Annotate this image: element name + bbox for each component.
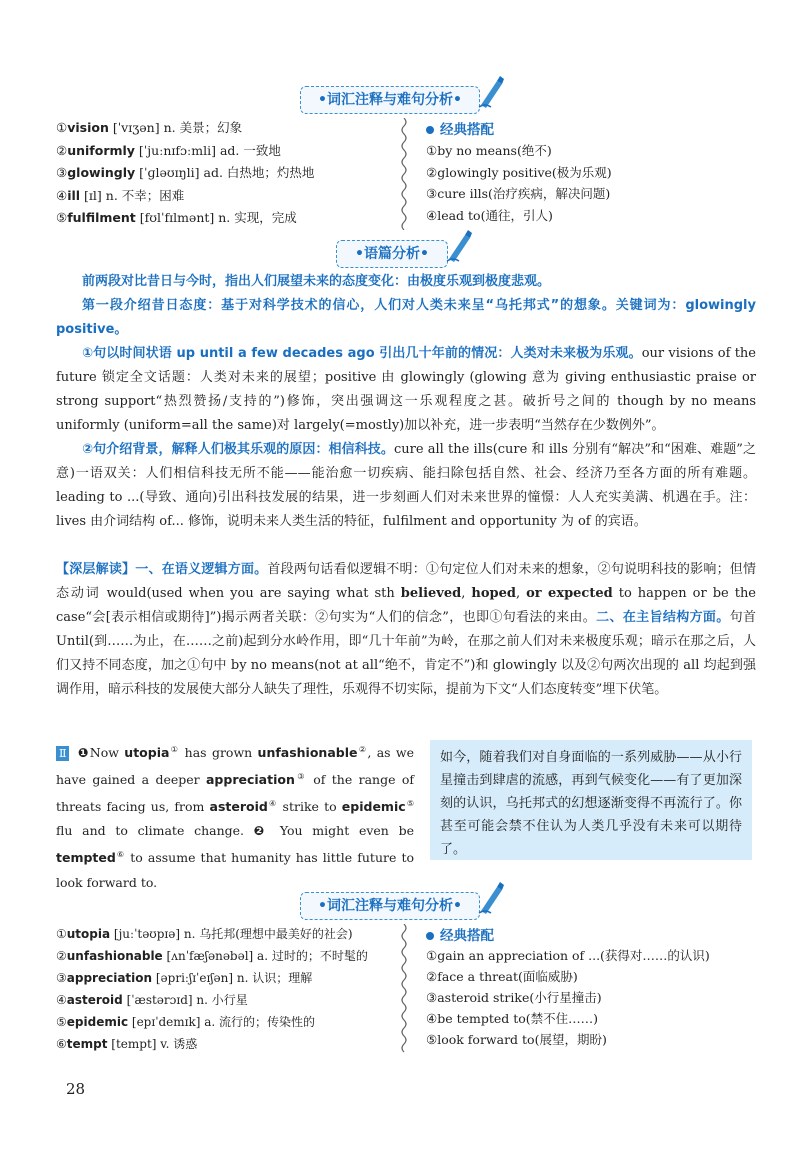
analysis-heading-2-block <box>56 294 756 342</box>
vocab-item: ①utopia [juːˈtəʊpɪə] n. 乌托邦(理想中最美好的社会) <box>56 927 353 941</box>
page-number: 28 <box>66 1080 86 1098</box>
vocab-item: ⑤epidemic [epɪˈdemɪk] a. 流行的；传染性的 <box>56 1015 316 1029</box>
pen-icon <box>477 881 505 915</box>
translation-box: 如今，随着我们对自身面临的一系列威胁——从小行星撞击到肆虐的流感，再到气候变化——有了更加深刻的认识，乌托邦式的幻想逐渐变得不再流行了。你甚至可能会禁不住认为人类几乎没有未来可以期待了。 <box>430 740 752 860</box>
collocation-item: ⑤look forward to(展望，期盼) <box>426 1032 607 1047</box>
analysis-heading <box>56 270 756 294</box>
collocation-item: ②face a threat(面临威胁) <box>426 969 578 984</box>
collocation-item: ①by no means(绝不) <box>426 143 552 158</box>
collocation-item: ③cure ills(治疗疾病，解决问题) <box>426 186 611 201</box>
collocations-bottom: 经典搭配 ①gain an appreciation of ...(获得对……的认识) ②face a threat(面临威胁) ③asteroid strike(小行星撞击) ④be tempted to(禁不住……) ⑤look forward to(展望，期盼) <box>426 924 756 1050</box>
vocab-banner-top: •词汇注释与难句分析• <box>300 86 480 114</box>
vocab-item: ②uniformly [ˈjuːnɪfɔːmli] ad. 一致地 <box>56 142 281 158</box>
vocab-item: ⑥tempt [tempt] v. 诱惑 <box>56 1037 198 1051</box>
vocab-list-bottom <box>56 923 396 1055</box>
spiral-divider <box>400 118 408 230</box>
collocation-item: ④lead to(通往，引人) <box>426 207 553 223</box>
bullet-icon <box>426 932 434 940</box>
vocab-list-top <box>56 117 386 230</box>
analysis-banner: •语篇分析• <box>336 240 448 268</box>
vocab-item: ②unfashionable [ʌnˈfæʃənəbəl] a. 过时的；不时髦的 <box>56 949 368 963</box>
paragraph-marker: Ⅱ <box>56 746 69 761</box>
pen-icon <box>477 75 505 109</box>
collocation-item: ②glowingly positive(极为乐观) <box>426 164 612 180</box>
analysis-paragraph-3: 【深层解读】一、在语义逻辑方面。首段两句话看似逻辑不明：①句定位人们对未来的想象，②句说明科技的影响；但情态动词 would(used when you are saying what sth believed, hoped, or expected to happen or be the case“会[表示相信或期待]”)揭示两者关联：②句实为“人们的信念”，也即①句看法的来由。二、在主旨结构方面。句首 Until(到……为止，在……之前)起到分水岭作用，即“几十年前”为岭，在那之前人们对未来极度乐观；暗示在那之后，人们又持不同态度，加之①句中 by no means(not at all“绝不，肯定不”)和 glowingly 以及②句两次出现的 all 均起到强调作用，暗示科技的发展使大部分人缺失了理性，乐观得不切实际，提前为下文“人们态度转变”埋下伏笔。 <box>56 562 757 697</box>
bullet-icon <box>426 126 434 134</box>
collocation-item: ③asteroid strike(小行星撞击) <box>426 990 602 1005</box>
spiral-divider <box>400 924 408 1054</box>
vocab-item: ①vision [ˈvɪʒən] n. 美景；幻象 <box>56 120 243 135</box>
vocab-item: ④asteroid [ˈæstərɔɪd] n. 小行星 <box>56 993 248 1007</box>
pen-icon <box>445 229 473 263</box>
analysis-heading-1: 前两段对比昔日与今时，指出人们展望未来的态度变化：由极度乐观到极度悲观。 <box>82 274 551 289</box>
analysis-paragraph-1: ①句以时间状语 up until a few decades ago 引出几十年前的情况：人类对未来极为乐观。our visions of the future 锁定全文话题：人类对未来的展望；positive 由 glowingly (glowing 意为 giving enthusiastic praise or strong support“热烈赞扬/支持的”)修饰，突出强调这一乐观程度之甚。破折号之间的 though by no means uniformly (uniform=all the same)对 largely(=mostly)加以补充，进一步表明“当然存在少数例外”。 <box>56 346 756 433</box>
collocation-item: ④be tempted to(禁不住……) <box>426 1011 599 1026</box>
analysis-heading-2: 第一段介绍昔日态度：基于对科学技术的信心，人们对人类未来呈“乌托邦式”的想象。关键词为：glowingly positive。 <box>56 298 756 337</box>
passage-paragraph: Ⅱ ❶Now utopia① has grown unfashionable②, as we have gained a deeper appreciation③ of the range of threats facing us, from asteroid④ strike to epidemic⑤ flu and to climate change. ❷ You might even be tempted⑥ to assume that humanity has little future to look forward to. <box>56 745 415 890</box>
collocation-item: ①gain an appreciation of ...(获得对……的认识) <box>426 948 710 963</box>
vocab-item: ③appreciation [əpriːʃɪˈeɪʃən] n. 认识；理解 <box>56 971 313 985</box>
analysis-paragraph-2: ②句介绍背景，解释人们极其乐观的原因：相信科技。cure all the ills(cure 和 ills 分别有“解决”和“困难、难题”之意)一语双关：人们相信科技无所不能——能治愈一切疾病、能扫除包括自然、社会、经济乃至各方面的所有难题。leading to ...(导致、通向)引出科技发展的结果，进一步刻画人们对未来世界的憧憬：人人充实美满、机遇在手。注：lives 由介词结构 of... 修饰，说明未来人类生活的特征，fulfilment and opportunity 为 of 的宾语。 <box>56 442 757 529</box>
collocations-top: 经典搭配 ①by no means(绝不) ②glowingly positive(极为乐观) ③cure ills(治疗疾病，解决问题) ④lead to(通往，引人) <box>426 118 756 226</box>
vocab-item: ⑤fulfilment [fʊlˈfɪlmənt] n. 实现，完成 <box>56 210 297 225</box>
vocab-item: ③glowingly [ˈɡləʊɪŋli] ad. 白热地；灼热地 <box>56 165 315 180</box>
vocab-item: ④ill [ɪl] n. 不幸；困难 <box>56 187 185 203</box>
vocab-banner-bottom: •词汇注释与难句分析• <box>300 892 480 920</box>
